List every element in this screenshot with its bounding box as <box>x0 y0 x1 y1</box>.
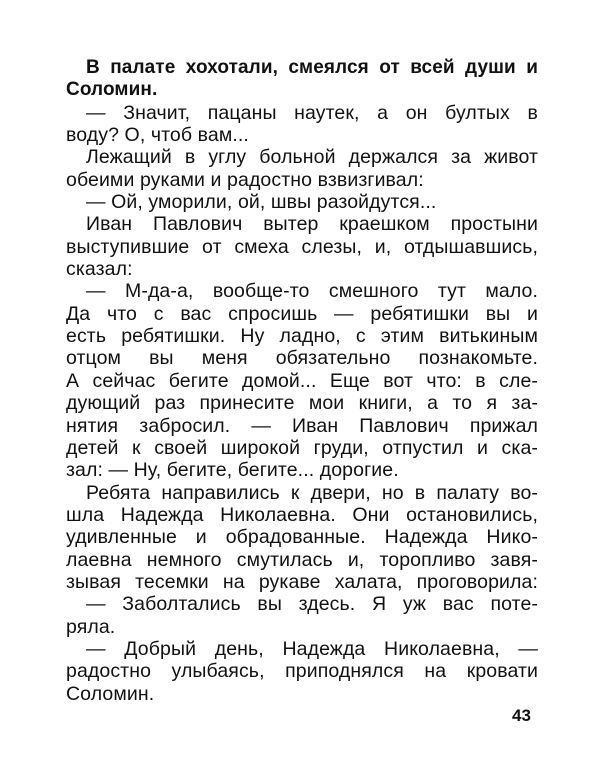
text-line: Да что с вас спросишь — ребятишки вы и <box>66 302 538 325</box>
text-line: нятия забросил. — Иван Павлович прижал <box>66 414 538 437</box>
text-line: детей к своей широкой груди, отпустил и ска- <box>66 436 538 459</box>
paragraph <box>66 593 538 638</box>
text-line: Ребята направились к двери, но в палату во- <box>86 481 538 504</box>
text-line: лаевна немного смутилась и, торопливо завя- <box>66 548 538 571</box>
paragraph <box>66 102 538 147</box>
text-line: Соломин. <box>66 682 155 705</box>
text-line: Соломин. <box>66 79 158 101</box>
text-line: — Добрый день, Надежда Николаевна, — <box>86 637 538 660</box>
text-line: есть ребятишки. Ну ладно, с этим витькиным <box>66 325 538 348</box>
paragraph <box>66 57 538 102</box>
text-line: воду? О, чтоб вам... <box>66 124 249 147</box>
text-line: радостно улыбаясь, приподнялся на кровати <box>66 660 538 683</box>
text-line: сказал: <box>66 258 133 281</box>
paragraph <box>66 213 538 280</box>
text-line: — Значит, пацаны наутек, а он бултых в <box>86 101 538 124</box>
text-line: Лежащий в углу больной держался за живот <box>86 146 538 169</box>
text-line: — Ой, уморили, ой, швы разойдутся... <box>86 191 437 214</box>
text-line: обеими руками и радостно взвизгивал: <box>66 168 424 191</box>
text-line: — Заболтались вы здесь. Я уж вас поте- <box>86 593 538 616</box>
book-page-text <box>66 57 538 705</box>
text-line: В палате хохотали, смеялся от всей души и <box>86 57 538 78</box>
text-line: дующий раз принесите мои книги, а то я за- <box>66 392 538 415</box>
text-line: — М-да-а, вообще-то смешного тут мало. <box>86 280 538 303</box>
paragraph <box>66 638 538 705</box>
text-line: удивленные и обрадованные. Надежда Нико- <box>66 526 538 549</box>
paragraph <box>66 146 538 191</box>
text-line: зал: — Ну, бегите, бегите... дорогие. <box>66 459 399 482</box>
page-number: 43 <box>512 706 531 725</box>
text-line: А сейчас бегите домой... Еще вот что: в сле- <box>66 369 538 392</box>
text-line: шла Надежда Николаевна. Они остановились, <box>66 503 538 526</box>
text-line: Иван Павлович вытер краешком простыни <box>86 213 538 236</box>
text-line: зывая тесемки на рукаве халата, проговорила: <box>66 570 538 593</box>
text-line: отцом вы меня обязательно познакомьте. <box>66 347 538 370</box>
paragraph <box>66 191 538 213</box>
paragraph <box>66 482 538 594</box>
text-line: выступившие от смеха слезы, и, отдышавшись, <box>66 235 538 258</box>
paragraph <box>66 280 538 481</box>
text-line: ряла. <box>66 615 116 638</box>
